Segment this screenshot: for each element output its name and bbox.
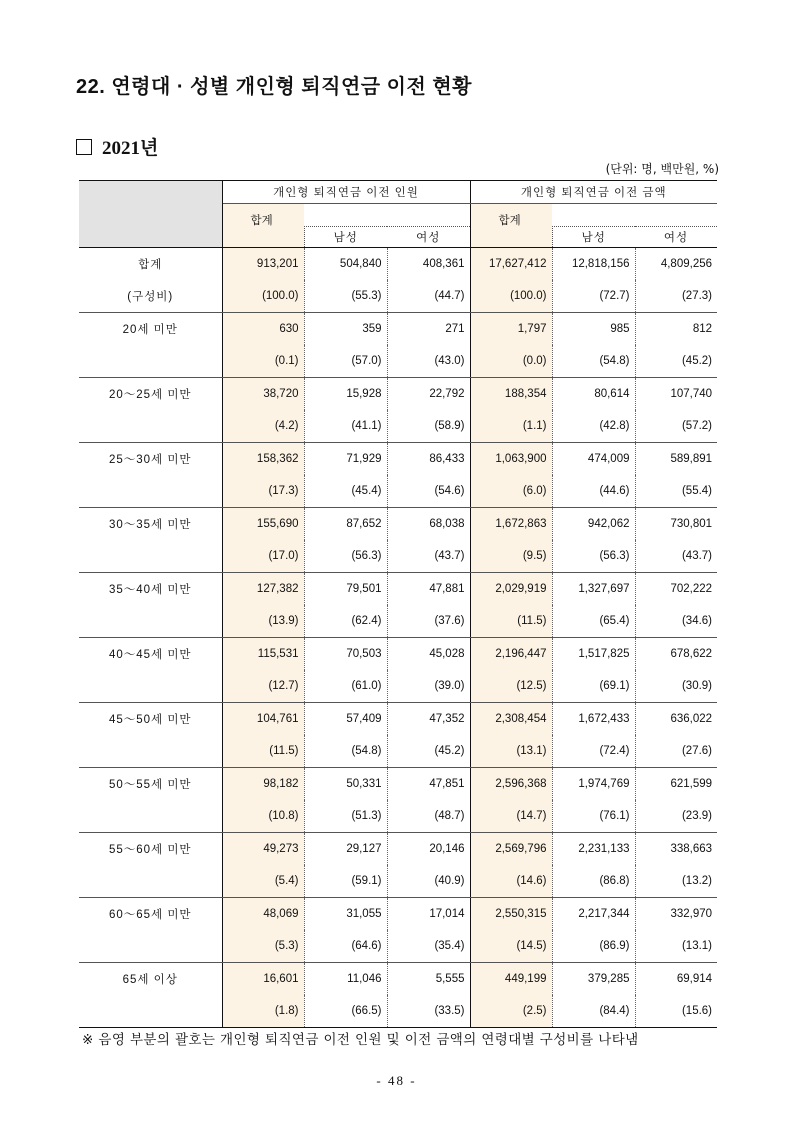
row-label: 20～25세 미만 <box>79 378 222 411</box>
ratio-cell: (1.8) <box>222 995 304 1028</box>
table-row <box>79 963 717 996</box>
value-cell: 29,127 <box>304 833 387 866</box>
header-persons-sub-spacer <box>304 204 470 227</box>
ratio-cell: (45.2) <box>635 345 717 378</box>
row-label: 45～50세 미만 <box>79 703 222 736</box>
table-row-ratio <box>79 280 717 313</box>
ratio-cell: (13.9) <box>222 605 304 638</box>
ratio-cell: (42.8) <box>552 410 635 443</box>
ratio-cell: (15.6) <box>635 995 717 1028</box>
value-cell: 38,720 <box>222 378 304 411</box>
value-cell: 71,929 <box>304 443 387 476</box>
table-row <box>79 378 717 411</box>
value-cell: 188,354 <box>470 378 552 411</box>
ratio-cell: (0.0) <box>470 345 552 378</box>
value-cell: 2,196,447 <box>470 638 552 671</box>
ratio-cell: (30.9) <box>635 670 717 703</box>
row-label: 25～30세 미만 <box>79 443 222 476</box>
value-cell: 379,285 <box>552 963 635 996</box>
value-cell: 702,222 <box>670 583 713 595</box>
value-cell: 87,652 <box>304 508 387 541</box>
header-amount-female: 여성 <box>635 227 717 248</box>
value-cell: 31,055 <box>304 898 387 931</box>
value-cell: 115,531 <box>222 638 304 671</box>
value-cell: 2,550,315 <box>470 898 552 931</box>
value-cell: 47,881 <box>387 573 470 606</box>
ratio-cell: (41.1) <box>304 410 387 443</box>
table-row-ratio <box>79 800 717 833</box>
ratio-cell: (11.5) <box>470 605 552 638</box>
ratio-cell: (57.0) <box>304 345 387 378</box>
ratio-cell: (51.3) <box>304 800 387 833</box>
value-cell: 22,792 <box>387 378 470 411</box>
value-cell: 1,672,433 <box>552 703 635 736</box>
value-cell: 474,009 <box>552 443 635 476</box>
value-cell: 2,308,454 <box>470 703 552 736</box>
ratio-cell: (55.3) <box>304 280 387 313</box>
row-label: 65세 이상 <box>79 963 222 996</box>
ratio-cell: (84.4) <box>552 995 635 1028</box>
ratio-cell: (86.9) <box>552 930 635 963</box>
value-cell: 985 <box>552 313 635 346</box>
ratio-cell: (72.7) <box>552 280 635 313</box>
value-cell: 812 <box>692 323 713 335</box>
table-row <box>79 768 717 801</box>
value-cell: 2,569,796 <box>470 833 552 866</box>
ratio-cell: (14.7) <box>470 800 552 833</box>
value-cell: 942,062 <box>552 508 635 541</box>
value-cell: 1,974,769 <box>552 768 635 801</box>
ratio-cell: (54.8) <box>552 345 635 378</box>
header-group-amount: 개인형 퇴직연금 이전 금액 <box>470 181 717 204</box>
ratio-cell: (100.0) <box>470 280 552 313</box>
value-cell: 16,601 <box>222 963 304 996</box>
value-cell: 504,840 <box>304 248 387 281</box>
value-cell: 68,038 <box>387 508 470 541</box>
ratio-cell: (17.0) <box>222 540 304 573</box>
ratio-cell: (37.6) <box>387 605 470 638</box>
row-label: 20세 미만 <box>79 313 222 346</box>
value-cell: 50,331 <box>304 768 387 801</box>
row-ratio-label <box>79 475 222 508</box>
page-number: - 48 - <box>376 1073 417 1088</box>
value-cell: 1,517,825 <box>552 638 635 671</box>
table-row-ratio <box>79 475 717 508</box>
header-group-persons: 개인형 퇴직연금 이전 인원 <box>222 181 470 204</box>
value-cell: 678,622 <box>670 648 713 660</box>
value-cell: 332,970 <box>670 908 713 920</box>
row-ratio-label <box>79 540 222 573</box>
row-ratio-label <box>79 345 222 378</box>
value-cell: 1,063,900 <box>470 443 552 476</box>
unit-note: (단위: 명, 백만원, %) <box>605 162 719 176</box>
ratio-cell: (34.6) <box>635 605 717 638</box>
ratio-cell: (54.6) <box>387 475 470 508</box>
value-cell: 913,201 <box>222 248 304 281</box>
ratio-cell: (48.7) <box>387 800 470 833</box>
row-label: 50～55세 미만 <box>79 768 222 801</box>
value-cell: 70,503 <box>304 638 387 671</box>
header-persons-total: 합계 <box>222 204 304 248</box>
ratio-cell: (54.8) <box>304 735 387 768</box>
table-row-ratio <box>79 865 717 898</box>
ratio-cell: (55.4) <box>635 475 717 508</box>
ratio-cell: (43.0) <box>387 345 470 378</box>
value-cell: 730,801 <box>670 518 713 530</box>
value-cell: 630 <box>222 313 304 346</box>
ratio-cell: (56.3) <box>552 540 635 573</box>
section-year: 2021년 <box>102 138 159 159</box>
table-row-ratio <box>79 605 717 638</box>
header-amount-total: 합계 <box>470 204 552 248</box>
table-row <box>79 638 717 671</box>
row-ratio-label <box>79 670 222 703</box>
table-body <box>79 248 717 1028</box>
ratio-cell: (33.5) <box>387 995 470 1028</box>
ratio-cell: (35.4) <box>387 930 470 963</box>
value-cell: 12,818,156 <box>552 248 635 281</box>
value-cell: 2,596,368 <box>470 768 552 801</box>
table-row-ratio <box>79 930 717 963</box>
value-cell: 47,851 <box>387 768 470 801</box>
value-cell: 107,740 <box>670 388 713 400</box>
ratio-cell: (1.1) <box>470 410 552 443</box>
table-row <box>79 508 717 541</box>
value-cell: 2,231,133 <box>552 833 635 866</box>
ratio-cell: (65.4) <box>552 605 635 638</box>
table-row <box>79 703 717 736</box>
page-title: 22. 연령대 · 성별 개인형 퇴직연금 이전 현황 <box>76 76 472 98</box>
footnote: ※ 음영 부분의 괄호는 개인형 퇴직연금 이전 인원 및 이전 금액의 연령대별 구성비를 나타냄 <box>82 1032 639 1048</box>
ratio-cell: (61.0) <box>304 670 387 703</box>
ratio-cell: (0.1) <box>222 345 304 378</box>
value-cell: 11,046 <box>304 963 387 996</box>
value-cell: 86,433 <box>387 443 470 476</box>
value-cell: 4,809,256 <box>660 258 713 270</box>
value-cell: 1,797 <box>470 313 552 346</box>
table-row-ratio <box>79 735 717 768</box>
ratio-cell: (66.5) <box>304 995 387 1028</box>
value-cell: 1,672,863 <box>470 508 552 541</box>
header-amount-sub-spacer <box>552 204 717 227</box>
table-row-ratio <box>79 540 717 573</box>
value-cell: 338,663 <box>670 843 713 855</box>
ratio-cell: (40.9) <box>387 865 470 898</box>
ratio-cell: (44.6) <box>552 475 635 508</box>
value-cell: 48,069 <box>222 898 304 931</box>
ratio-cell: (11.5) <box>222 735 304 768</box>
table-header <box>79 181 717 248</box>
value-cell: 98,182 <box>222 768 304 801</box>
value-cell: 49,273 <box>222 833 304 866</box>
table-row-ratio <box>79 345 717 378</box>
ratio-cell: (64.6) <box>304 930 387 963</box>
row-ratio-label: (구성비) <box>79 280 222 313</box>
row-label: 55～60세 미만 <box>79 833 222 866</box>
value-cell: 79,501 <box>304 573 387 606</box>
header-corner <box>79 181 222 248</box>
header-amount-male: 남성 <box>552 227 635 248</box>
ratio-cell: (69.1) <box>552 670 635 703</box>
row-ratio-label <box>79 800 222 833</box>
ratio-cell: (39.0) <box>387 670 470 703</box>
ratio-cell: (58.9) <box>387 410 470 443</box>
ratio-cell: (43.7) <box>635 540 717 573</box>
ratio-cell: (12.5) <box>470 670 552 703</box>
ratio-cell: (17.3) <box>222 475 304 508</box>
value-cell: 80,614 <box>552 378 635 411</box>
ratio-cell: (23.9) <box>635 800 717 833</box>
row-label: 60～65세 미만 <box>79 898 222 931</box>
row-ratio-label <box>79 735 222 768</box>
ratio-cell: (2.5) <box>470 995 552 1028</box>
ratio-cell: (44.7) <box>387 280 470 313</box>
ratio-cell: (100.0) <box>222 280 304 313</box>
ratio-cell: (9.5) <box>470 540 552 573</box>
table-row <box>79 313 717 346</box>
table-row <box>79 248 717 281</box>
row-label: 35～40세 미만 <box>79 573 222 606</box>
row-label: 40～45세 미만 <box>79 638 222 671</box>
value-cell: 127,382 <box>222 573 304 606</box>
value-cell: 17,014 <box>387 898 470 931</box>
pension-transfer-table <box>79 180 717 1028</box>
value-cell: 621,599 <box>670 778 713 790</box>
value-cell: 15,928 <box>304 378 387 411</box>
value-cell: 155,690 <box>222 508 304 541</box>
ratio-cell: (59.1) <box>304 865 387 898</box>
value-cell: 408,361 <box>387 248 470 281</box>
table-row-ratio <box>79 995 717 1028</box>
ratio-cell: (6.0) <box>470 475 552 508</box>
value-cell: 5,555 <box>387 963 470 996</box>
table-row-ratio <box>79 410 717 443</box>
row-ratio-label <box>79 995 222 1028</box>
ratio-cell: (12.7) <box>222 670 304 703</box>
value-cell: 2,029,919 <box>470 573 552 606</box>
ratio-cell: (86.8) <box>552 865 635 898</box>
ratio-cell: (5.4) <box>222 865 304 898</box>
ratio-cell: (14.6) <box>470 865 552 898</box>
section-heading <box>76 133 158 160</box>
row-ratio-label <box>79 865 222 898</box>
ratio-cell: (62.4) <box>304 605 387 638</box>
row-ratio-label <box>79 930 222 963</box>
ratio-cell: (4.2) <box>222 410 304 443</box>
value-cell: 271 <box>387 313 470 346</box>
ratio-cell: (45.2) <box>387 735 470 768</box>
row-ratio-label <box>79 410 222 443</box>
value-cell: 17,627,412 <box>470 248 552 281</box>
table-row-ratio <box>79 670 717 703</box>
ratio-cell: (57.2) <box>635 410 717 443</box>
ratio-cell: (56.3) <box>304 540 387 573</box>
ratio-cell: (5.3) <box>222 930 304 963</box>
ratio-cell: (13.1) <box>635 930 717 963</box>
ratio-cell: (13.1) <box>470 735 552 768</box>
ratio-cell: (45.4) <box>304 475 387 508</box>
table-row <box>79 443 717 476</box>
ratio-cell: (13.2) <box>635 865 717 898</box>
value-cell: 47,352 <box>387 703 470 736</box>
ratio-cell: (43.7) <box>387 540 470 573</box>
ratio-cell: (27.6) <box>635 735 717 768</box>
ratio-cell: (72.4) <box>552 735 635 768</box>
value-cell: 45,028 <box>387 638 470 671</box>
header-persons-female: 여성 <box>387 227 470 248</box>
table-row <box>79 833 717 866</box>
value-cell: 449,199 <box>470 963 552 996</box>
row-label: 30～35세 미만 <box>79 508 222 541</box>
checkbox-square-icon <box>76 139 92 155</box>
value-cell: 57,409 <box>304 703 387 736</box>
ratio-cell: (10.8) <box>222 800 304 833</box>
value-cell: 1,327,697 <box>552 573 635 606</box>
table-row <box>79 898 717 931</box>
value-cell: 359 <box>304 313 387 346</box>
table-row <box>79 573 717 606</box>
value-cell: 589,891 <box>670 453 713 465</box>
row-label: 합계 <box>79 248 222 281</box>
value-cell: 158,362 <box>222 443 304 476</box>
value-cell: 20,146 <box>387 833 470 866</box>
row-ratio-label <box>79 605 222 638</box>
value-cell: 2,217,344 <box>552 898 635 931</box>
ratio-cell: (27.3) <box>635 280 717 313</box>
ratio-cell: (76.1) <box>552 800 635 833</box>
value-cell: 69,914 <box>676 973 713 985</box>
value-cell: 636,022 <box>670 713 713 725</box>
ratio-cell: (14.5) <box>470 930 552 963</box>
header-persons-male: 남성 <box>304 227 387 248</box>
value-cell: 104,761 <box>222 703 304 736</box>
